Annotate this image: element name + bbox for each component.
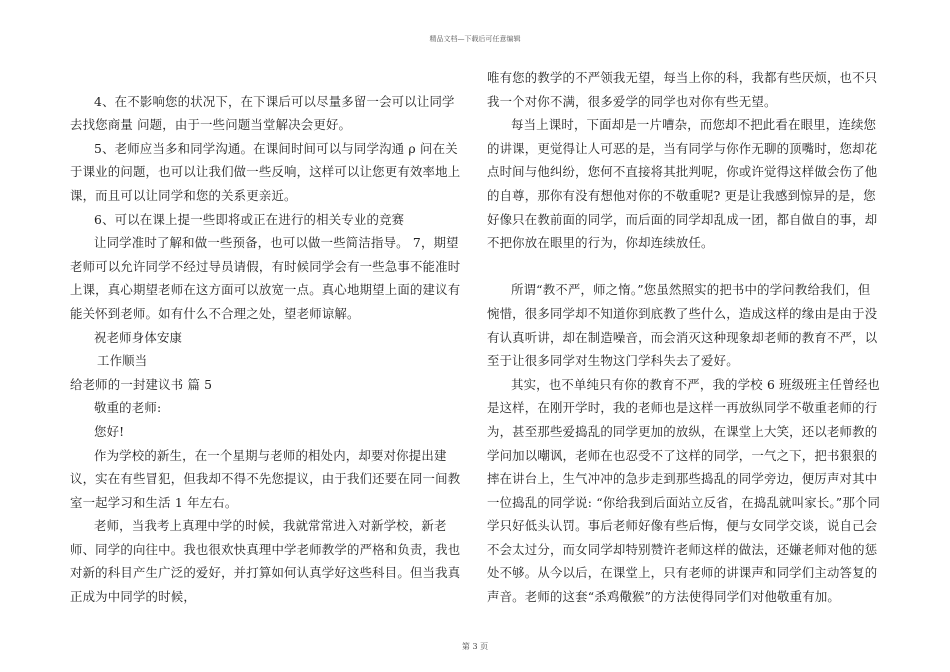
salutation: 敬重的老师: bbox=[94, 400, 162, 416]
spacer bbox=[487, 255, 882, 279]
page-number: 第 3 页 bbox=[461, 642, 489, 651]
left-column bbox=[70, 66, 465, 609]
page-header: 精品文档—下载后可任意编辑 bbox=[429, 35, 521, 43]
spacer bbox=[70, 66, 465, 90]
greeting: 您好! bbox=[94, 423, 125, 439]
section-title: 给老师的一封建议书 篇 5 bbox=[70, 376, 213, 392]
paragraph: 老师，当我考上真理中学的时候，我就常常进入对新学校，新老师、同学的向往中。我也很欢快真理中学老师教学的严格和负责，我也对新的科目产生广泛的爱好，并打算如何认真学好这些科目。但当我真正成为中同学的时候， bbox=[70, 518, 461, 605]
paragraph: 让同学准时了解和做一些预备，也可以做一些简洁指导。 7，期望老师可以允许同学不经过导员请假，有时候同学会有一些急事不能准时上课，真心期望老师在这方面可以放宽一点。真心地期望上面的建议有能关怀到老师。如有什么不合理之处，望老师谅解。 bbox=[70, 235, 461, 321]
closing-line: 工作顺当 bbox=[97, 353, 148, 369]
closing-line: 祝老师身体安康 bbox=[94, 329, 183, 345]
paragraph: 其实，也不单纯只有你的教育不严，我的学校 6 班级班主任曾经也是这样，在刚开学时，我的老师也是这样一再放纵同学不敬重老师的行为，甚至那些爱捣乱的同学更加的放纵，在课堂上大笑，还以老师教的学问加以嘲讽，老师在也忍受不了这样的同学，一气之下，把书狠狠的摔在讲台上，生气冲冲的急步走到那些捣乱的同学旁边，便厉声对其中一位捣乱的同学说: “你给我到后面站立反省，在捣乱就叫家长。”那个同学只好低头认罚。事后老师好像有些后悔，便与女同学交谈，说自己会不会太过分，而女同学却特别赞许老师这样的做法，还嫌老师对他的惩处不够。从今以后，在课堂上，只有老师的讲课声和同学们主动答复的声音。老师的这套“杀鸡儆猴”的方法使得同学们对他敬重有加。 bbox=[487, 376, 881, 605]
paragraph: 4、在不影响您的状况下，在下课后可以尽量多留一会可以让同学去找您商量 问题，由于一些问题当堂解决会更好。 bbox=[70, 93, 455, 133]
paragraph: 6、可以在课上提一些即将或正在进行的相关专业的竞赛 bbox=[94, 211, 405, 227]
right-column bbox=[487, 66, 882, 609]
paragraph: 5、老师应当多和同学沟通。在课间时间可以与同学沟通 ρ 问在关于课业的问题，也可以让我们做一些反响，这样可以让您更有效率地上课，而且可以让同学和您的关系更亲近。 bbox=[70, 140, 461, 203]
paragraph: 所谓“教不严，师之惰。”您虽然照实的把书中的学问教给我们，但惋惜，很多同学却不知道你到底教了些什么，造成这样的缘由是由于没有认真听讲，却在制造噪音，而会消灭这种现象却老师的教育不严，以至于让很多同学对生物这门学科失去了爱好。 bbox=[487, 282, 878, 369]
paragraph: 唯有您的教学的不严领我无望，每当上你的科，我都有些厌烦，也不只我一个对你不满，很多爱学的同学也对你有些无望。 bbox=[487, 70, 878, 109]
paragraph: 作为学校的新生，在一个星期与老师的相处内，却要对你提出建议，实在有些冒犯，但我却不得不先您提议，由于我们还要在同一间教室一起学习和生活 1 年左右。 bbox=[70, 447, 461, 510]
paragraph: 每当上课时，下面却是一片嘈杂，而您却不把此看在眼里，连续您的讲课，更觉得让人可恶的是，当有同学与你作无聊的顶嘴时，您却花点时间与他纠纷，您何不直接将其批判呢，你或许觉得这样做会伤了他的自尊，那你有没有想他对你的不敬重呢? 更是让我感到惊异的是，您好像只在教前面的同学，而后面的同学却乱成一团，都自做自的事，却不把你放在眼里的行为，你却连续放任。 bbox=[487, 117, 878, 251]
